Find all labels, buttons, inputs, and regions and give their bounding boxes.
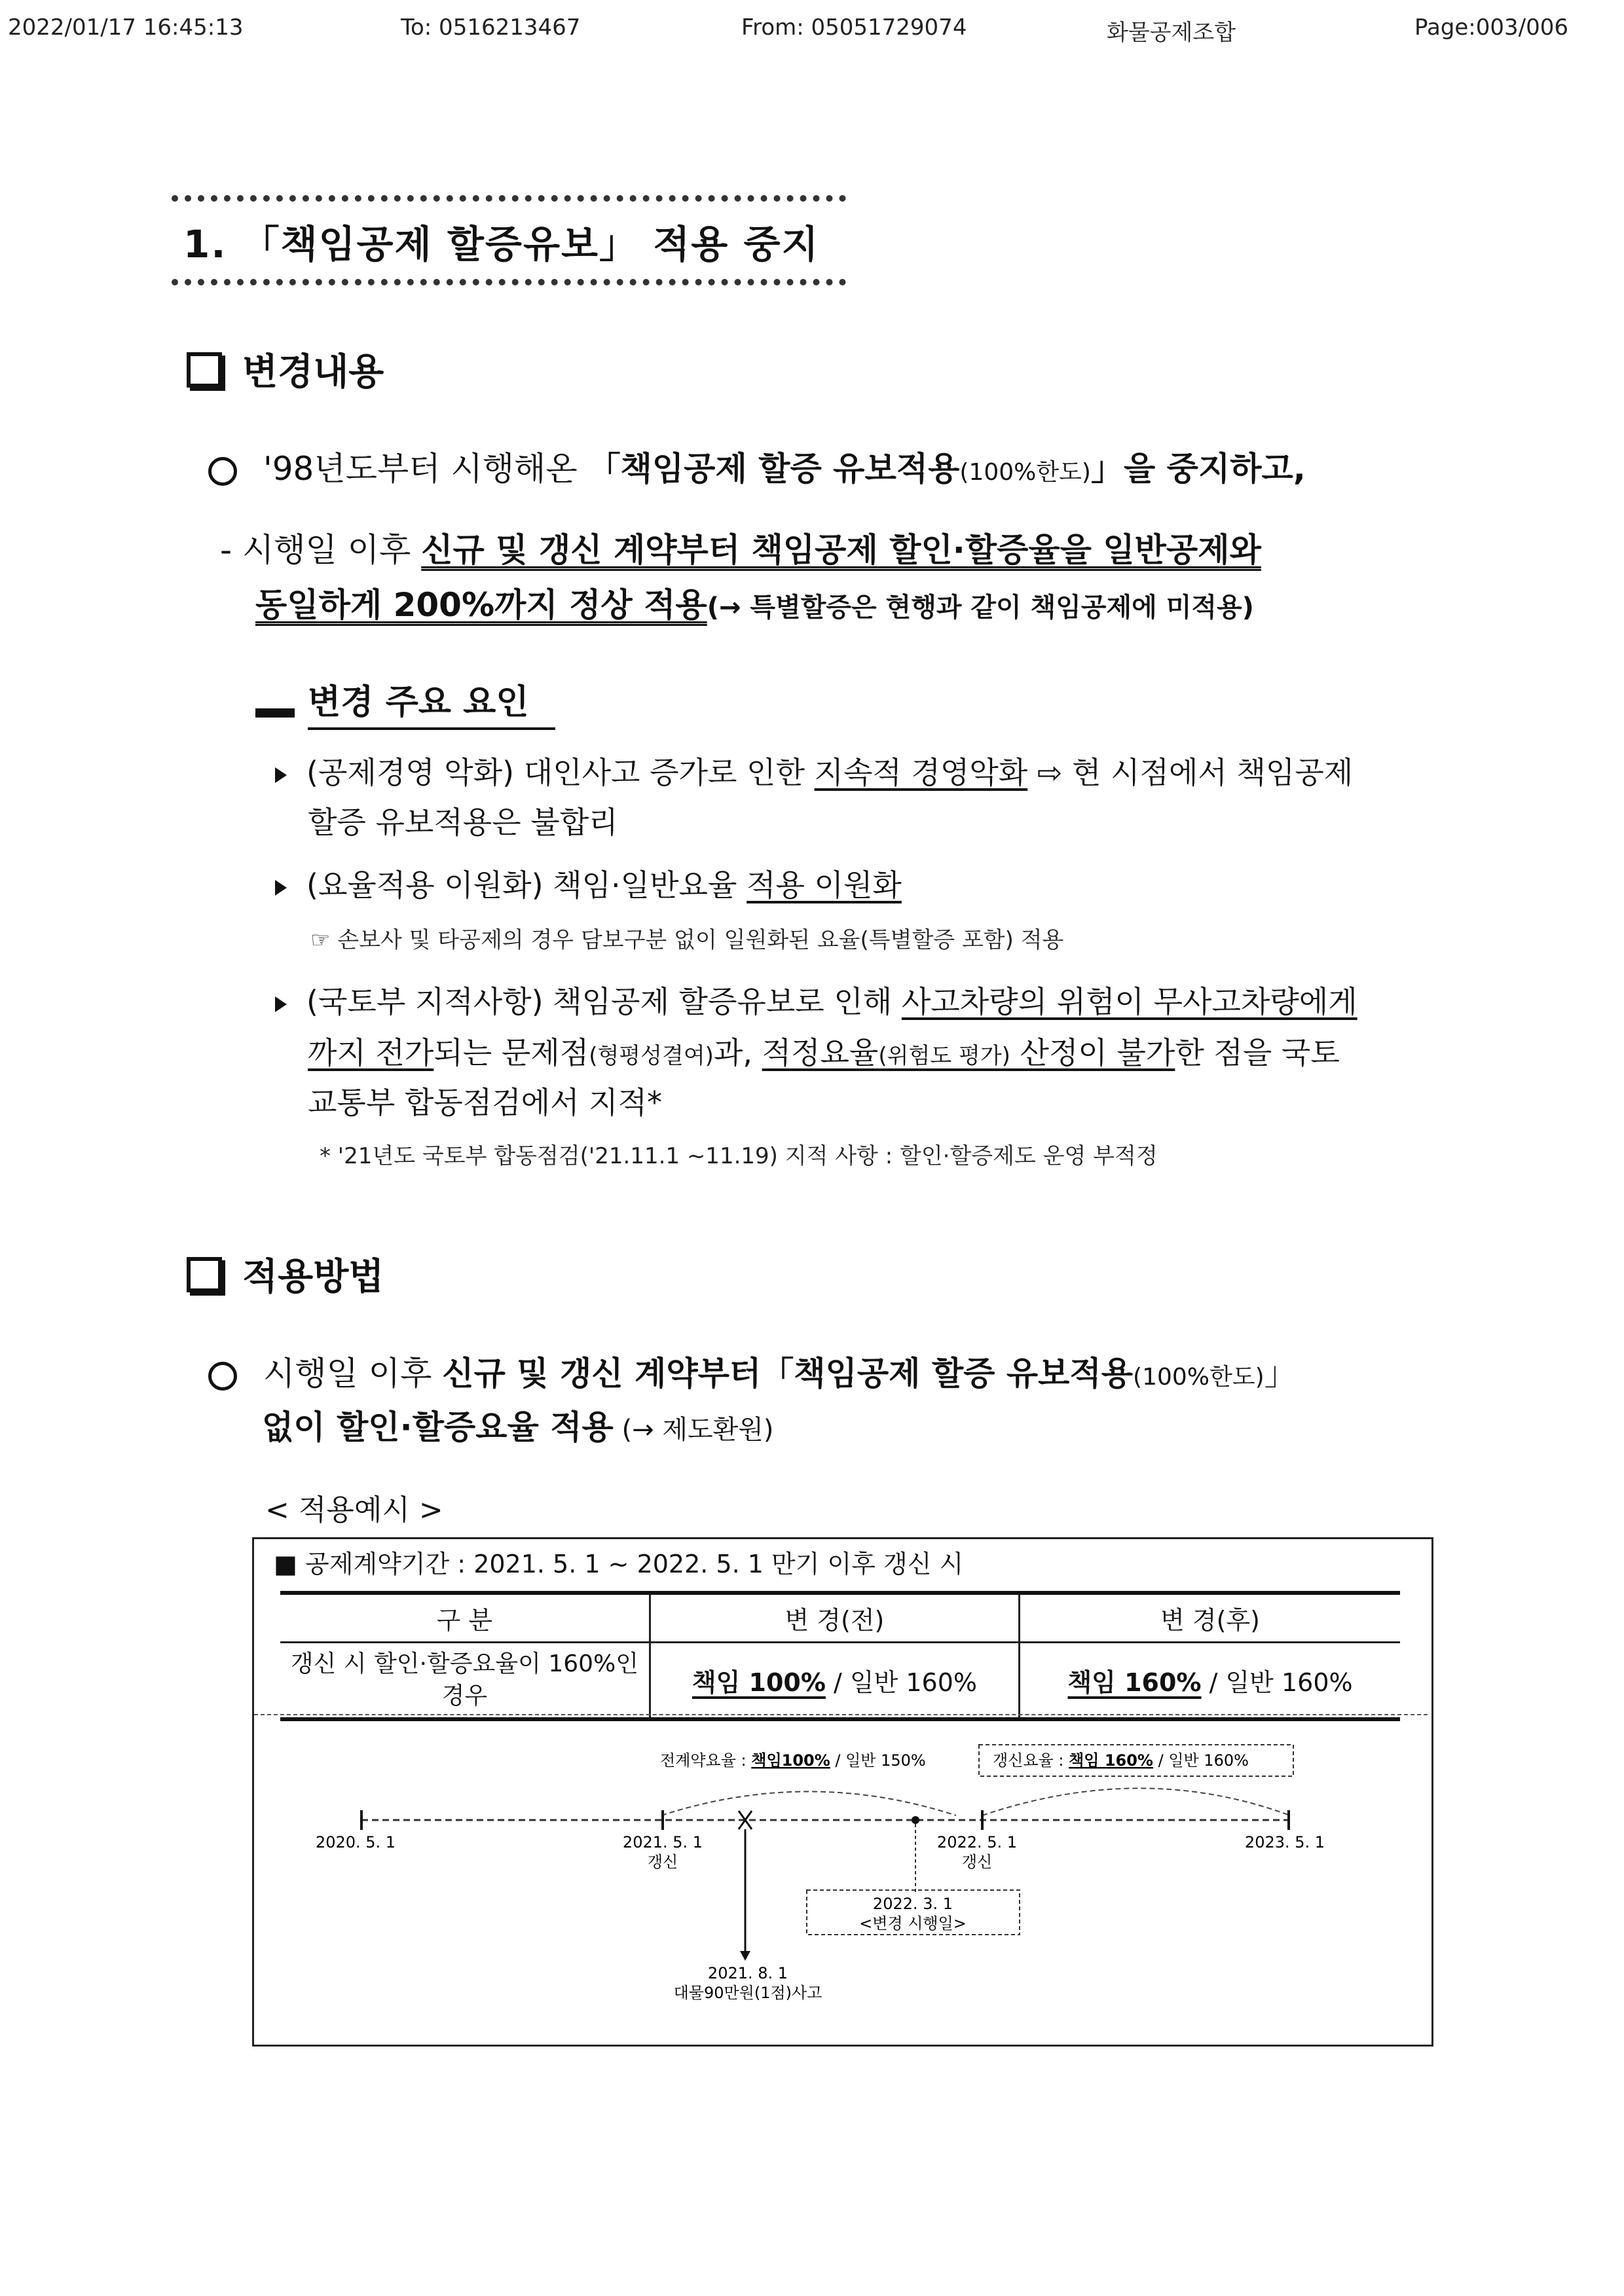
fax-datetime: 2022/01/17 16:45:13 xyxy=(8,14,244,41)
arrow-down-icon xyxy=(740,1951,750,1961)
factor-1: (공제경영 악화) 대인사고 증가로 인한 지속적 경영악화 ⇨ 현 시점에서 책임공제 xyxy=(275,749,1353,792)
date-label: 2022. 5. 1 xyxy=(936,1833,1018,1851)
factor-2-note: ☞ 손보사 및 타공제의 경우 담보구분 없이 일원화된 요율(특별할증 포함) 적용 xyxy=(310,927,1064,953)
table-header: 변 경(후) xyxy=(1020,1593,1400,1643)
bullet-method: 시행일 이후 신규 및 갱신 계약부터「책임공제 할증 유보적용(100%한도)」 xyxy=(208,1347,1297,1394)
table-cell-after: 책임 160% / 일반 160% xyxy=(1020,1643,1400,1720)
date-sublabel: 갱신 xyxy=(647,1853,678,1871)
section-heading-method: 적용방법 xyxy=(242,1256,384,1298)
date-sublabel: 갱신 xyxy=(961,1853,993,1871)
factor-3: (국토부 지적사항) 책임공제 할증유보로 인해 사고차량의 위험이 무사고차량에게 xyxy=(275,978,1357,1021)
example-heading: < 적용예시 > xyxy=(265,1493,443,1527)
dash-line-2: 동일하게 200%까지 정상 적용(→ 특별할증은 현행과 같이 책임공제에 미적용) xyxy=(255,586,1254,624)
section-heading-changes: 변경내용 xyxy=(242,351,384,393)
effective-label: <변경 시행일> xyxy=(859,1914,967,1933)
fax-org: 화물공제조합 xyxy=(1107,20,1236,46)
factor-3-line3: 교통부 합동점검에서 지적* xyxy=(308,1085,663,1120)
effective-dot xyxy=(912,1816,919,1824)
table-header: 변 경(전) xyxy=(650,1593,1019,1643)
table-header: 구 분 xyxy=(280,1593,650,1643)
factor-2: (요율적용 이원화) 책임·일반요율 적용 이원화 xyxy=(275,862,902,905)
prev-period-arc xyxy=(661,1792,956,1816)
page-title: 1. 「책임공제 할증유보」 적용 중지 xyxy=(183,222,820,266)
prev-rate-label: 전계약요율 : 책임100% / 일반 150% xyxy=(660,1751,926,1770)
factor-1-line2: 할증 유보적용은 불합리 xyxy=(308,805,618,840)
accident-label: 대물90만원(1점)사고 xyxy=(673,1984,822,2002)
factor-3-note: * '21년도 국토부 합동점검('21.11.1 ~11.19) 지적 사항 : 할인·할증제도 운영 부적정 xyxy=(320,1143,1158,1169)
bullet-discontinue: '98년도부터 시행해온 「책임공제 할증 유보적용(100%한도)」을 중지하고, xyxy=(208,443,1306,490)
table-row-label: 갱신 시 할인·할증요율이 160%인 경우 xyxy=(280,1643,650,1720)
renew-rate-label: 갱신요율 : 책임 160% / 일반 160% xyxy=(993,1751,1249,1770)
fax-page: Page:003/006 xyxy=(1414,14,1569,41)
factors-heading: 변경 주요 요인 xyxy=(308,674,555,730)
table-cell-before: 책임 100% / 일반 160% xyxy=(650,1643,1019,1720)
accident-date: 2021. 8. 1 xyxy=(707,1964,788,1982)
factor-3-line2: 까지 전가되는 문제점(형평성결여)과, 적정요율(위험도 평가) 산정이 불가한 점을 국토 xyxy=(308,1035,1340,1070)
dash-line-1: - 시행일 이후 신규 및 갱신 계약부터 책임공제 할인·할증율을 일반공제와 xyxy=(220,531,1261,569)
renew-period-arc xyxy=(982,1789,1290,1816)
effective-date: 2022. 3. 1 xyxy=(872,1895,953,1913)
date-label: 2023. 5. 1 xyxy=(1244,1833,1325,1851)
bullet-method-line2: 없이 할인·할증요율 적용 (→ 제도환원) xyxy=(262,1408,774,1446)
contract-period: ■ 공제계약기간 : 2021. 5. 1 ~ 2022. 5. 1 만기 이후 갱신 시 xyxy=(274,1550,964,1578)
date-label: 2020. 5. 1 xyxy=(315,1833,396,1851)
fax-to: To: 0516213467 xyxy=(401,14,581,41)
fax-from: From: 05051729074 xyxy=(741,14,967,41)
date-label: 2021. 5. 1 xyxy=(622,1833,703,1851)
